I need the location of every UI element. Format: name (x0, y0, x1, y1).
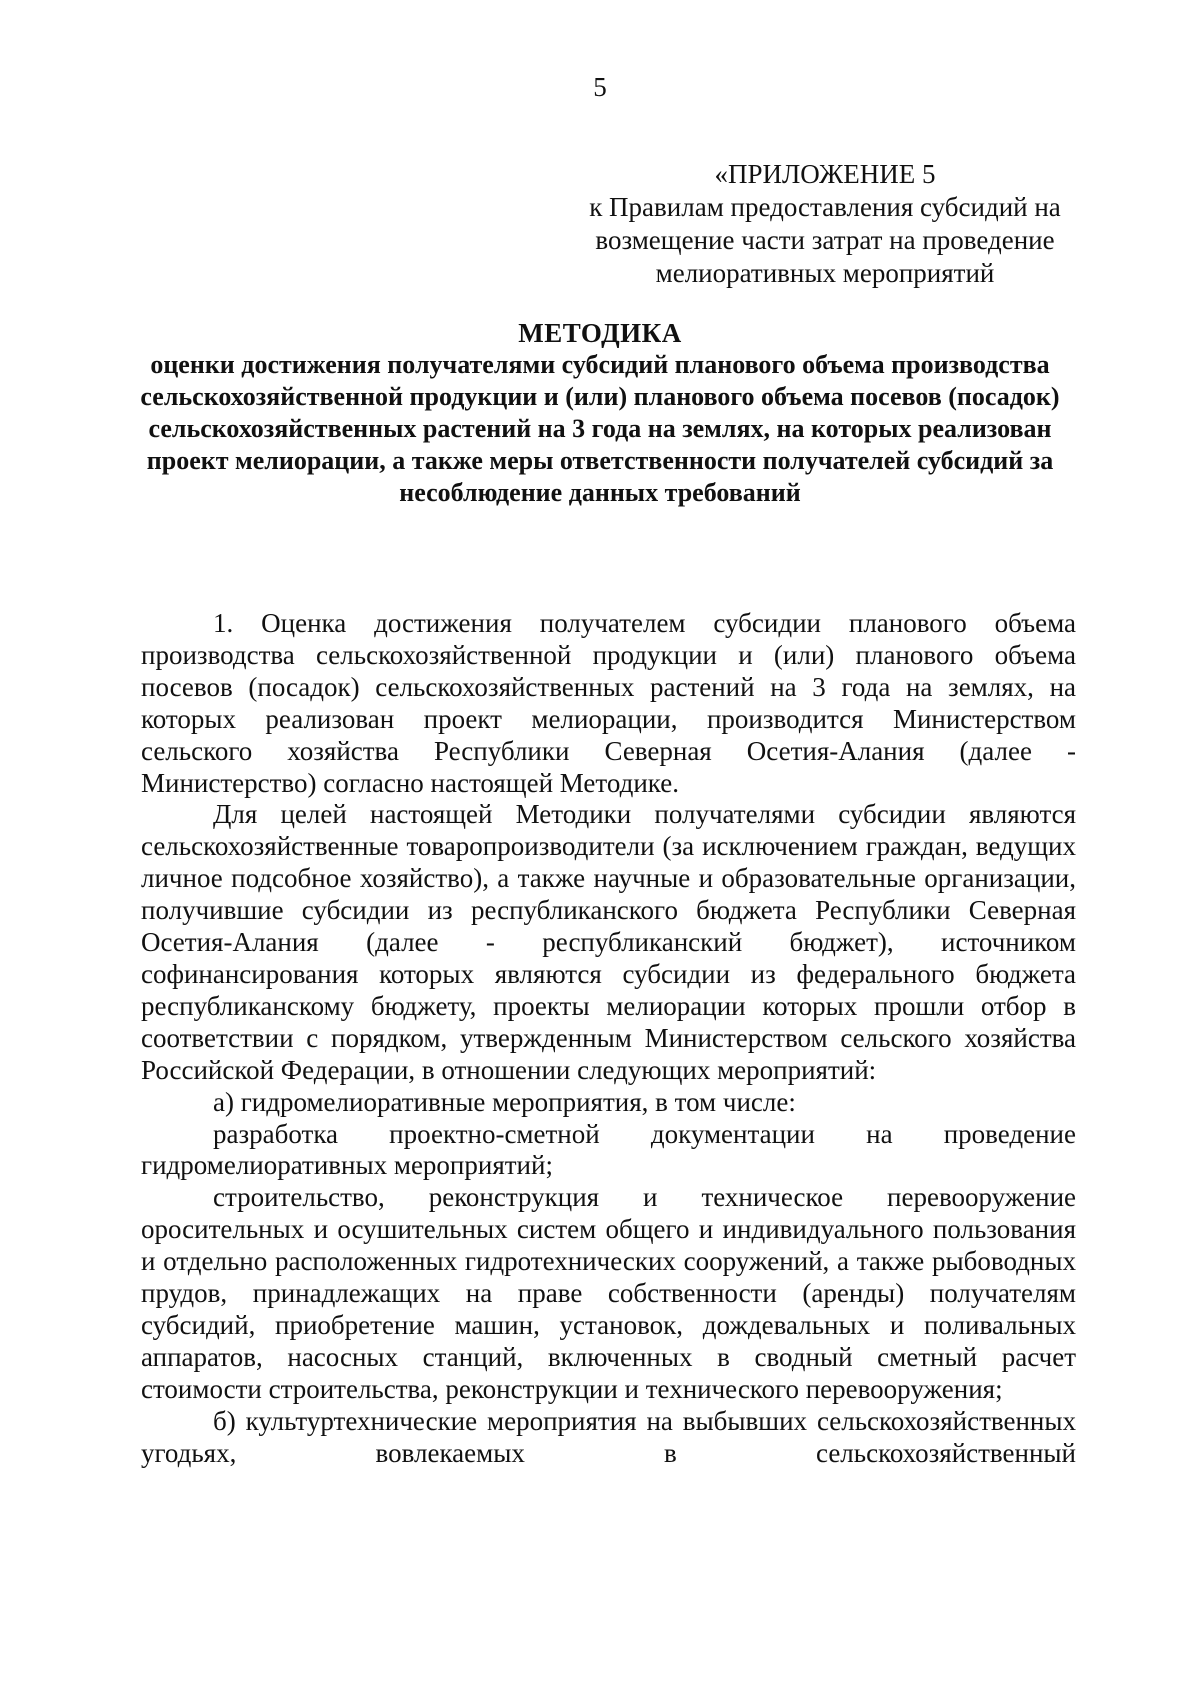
paragraph-5: строительство, реконструкция и техническое перевооружение оросительных и осушительных систем общего и индивидуального пользования и отдельно расположенных гидротехнических сооружений, а также рыбоводных прудов, принадлежащих на праве собственности (аренды) получателям субсидий, приобретение машин, установок, дождевальных и поливальных аппаратов, насосных станций, включенных в сводный сметный расчет стоимости строительства, реконструкции и технического перевооружения; (141, 1182, 1076, 1404)
paragraph-3: а) гидромелиоративные мероприятия, в том числе: (213, 1086, 796, 1117)
paragraph-1: 1. Оценка достижения получателем субсидии планового объема производства сельскохозяйственной продукции и (или) планового объема посевов (посадок) сельскохозяйственных растений на 3 года на землях, на которых реализован проект мелиорации, производится Министерством сельского хозяйства Республики Северная Осетия-Алания (далее - Министерство) согласно настоящей Методике. (141, 608, 1076, 798)
appendix-reference-line-3: мелиоративных мероприятий (655, 258, 995, 288)
title-main: МЕТОДИКА (518, 318, 682, 348)
appendix-reference-line-2: возмещение части затрат на проведение (595, 225, 1055, 255)
document-body (141, 608, 1076, 1469)
paragraph-4: разработка проектно-сметной документации на проведение гидромелиоративных мероприятий; (141, 1118, 1076, 1181)
paragraph-6: б) культуртехнические мероприятия на выбывших сельскохозяйственных угодьях, вовлекаемых в сельскохозяйственный (141, 1405, 1076, 1468)
appendix-label: «ПРИЛОЖЕНИЕ 5 (714, 159, 936, 189)
appendix-header (575, 158, 1075, 290)
appendix-reference-line-1: к Правилам предоставления субсидий на (589, 192, 1061, 222)
document-title (120, 317, 1080, 509)
page-number: 5 (593, 72, 607, 102)
paragraph-2: Для целей настоящей Методики получателями субсидии являются сельскохозяйственные товаропроизводители (за исключением граждан, ведущих личное подсобное хозяйство), а также научные и образовательные организации, получившие субсидии из республиканского бюджета Республики Северная Осетия-Алания (далее - республиканский бюджет), источником софинансирования которых являются субсидии из федерального бюджета республиканскому бюджету, проекты мелиорации которых прошли отбор в соответствии с порядком, утвержденным Министерством сельского хозяйства Российской Федерации, в отношении следующих мероприятий: (141, 799, 1076, 1085)
title-subtitle: оценки достижения получателями субсидий планового объема производства сельскохозяйственной продукции и (или) планового объема посевов (посадок) сельскохозяйственных растений на 3 года на землях, на которых реализован проект мелиорации, а также меры ответственности получателей субсидий за несоблюдение данных требований (140, 350, 1060, 507)
